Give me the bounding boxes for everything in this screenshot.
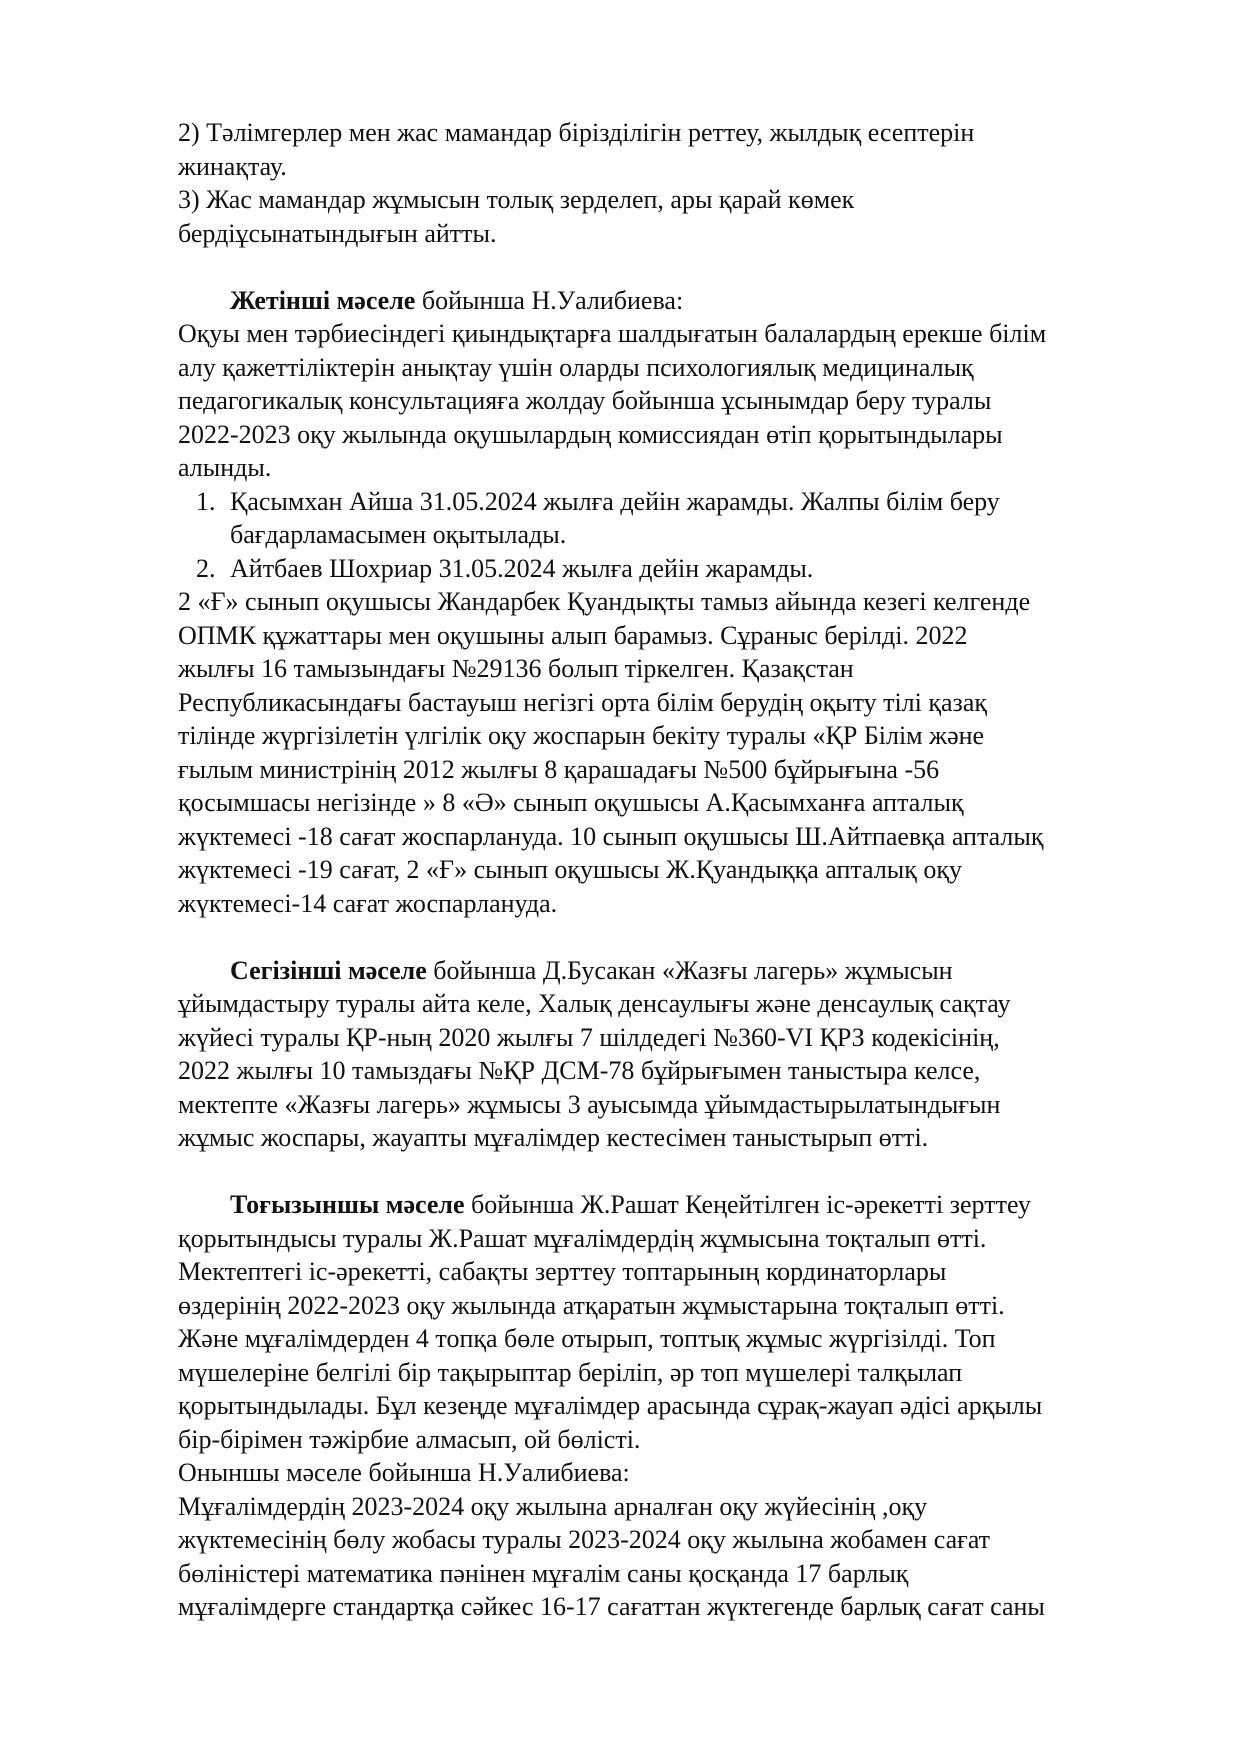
section-7-heading-bold: Жетінші мәселе	[230, 285, 416, 315]
paragraph-line: ұйымдастыру туралы айта келе, Халық денсаулығы және денсаулық сақтау	[178, 989, 1011, 1018]
paragraph-line: жылғы 16 тамызындағы №29136 болып тіркелген. Қазақстан	[178, 654, 854, 683]
paragraph-line: алу қажеттіліктерін анықтау үшін оларды психологиялық медициналық	[178, 352, 974, 382]
section-9-heading	[178, 1188, 1178, 1222]
list-item-number: 2.	[196, 553, 216, 583]
section-8-heading-bold: Сегізінші мәселе	[230, 955, 427, 985]
list-item-number: 1.	[196, 486, 216, 516]
section-8-heading	[178, 954, 1178, 988]
section-9-heading-rest: бойынша Ж.Рашат Кеңейтілген іс-әрекетті зерттеу	[464, 1190, 1031, 1219]
section-8-heading-rest: бойынша Д.Бусакан «Жазғы лагерь» жұмысын	[426, 955, 953, 985]
paragraph-line: ОПМК құжаттары мен оқушыны алып барамыз. Сұраныс берілді. 2022	[178, 620, 968, 650]
list-item	[178, 552, 1178, 586]
paragraph-line: қорытындысы туралы Ж.Рашат мұғалімдердің жұмысына тоқталып өтті.	[178, 1223, 987, 1253]
paragraph-line: 2 «Ғ» сынып оқушысы Жандарбек Қуандықты тамыз айында кезегі келгенде	[178, 587, 1031, 616]
paragraph-line: 2022 жылғы 10 тамыздағы №ҚР ДСМ-78 бұйрығымен таныстыра келсе,	[178, 1056, 981, 1085]
paragraph-line: 3) Жас мамандар жұмысын толық зерделеп, ары қарай көмек	[178, 185, 855, 214]
paragraph-line: мұғалімдерге стандартқа сәйкес 16-17 сағаттан жүктегенде барлық сағат саны	[178, 1592, 1045, 1621]
section-9-heading-bold: Тоғызыншы мәселе	[230, 1190, 465, 1219]
paragraph-line: бердіұсынатындығын айтты.	[178, 218, 497, 248]
paragraph-line: бөліністері математика пәнінен мұғалім саны қосқанда 17 барлық	[178, 1558, 909, 1588]
paragraph-gap	[178, 920, 1178, 954]
paragraph-line: жұмыс жоспары, жауапты мұғалімдер кестесімен таныстырып өтті.	[178, 1123, 929, 1152]
paragraph-line: өздерінің 2022-2023 оқу жылында атқаратын жұмыстарына тоқталып өтті.	[178, 1290, 1005, 1320]
paragraph-line: Мектептегі іс-әрекетті, сабақты зерттеу топтарының кординаторлары	[178, 1257, 947, 1286]
paragraph-line: Республикасындағы бастауыш негізгі орта білім берудің оқыту тілі қазақ	[178, 687, 987, 717]
paragraph-line: алынды.	[178, 453, 272, 482]
paragraph-line: жүктемесінің бөлу жобасы туралы 2023-2024 оқу жылына жобамен сағат	[178, 1525, 991, 1554]
section-10-heading: Оныншы мәселе бойынша Н.Уалибиева:	[178, 1458, 630, 1487]
list-item-text: Қасымхан Айша 31.05.2024 жылға дейін жарамды. Жалпы білім беру	[230, 486, 1000, 516]
paragraph-line: жүктемесі -19 сағат, 2 «Ғ» сынып оқушысы Ж.Қуандыққа апталық оқу	[178, 855, 963, 884]
paragraph-line: жүйесі туралы ҚР-ның 2020 жылғы 7 шілдедегі №360-VI ҚРЗ кодекісінің,	[178, 1022, 1000, 1052]
paragraph-line: Мұғалімдердің 2023-2024 оқу жылына арналған оқу жүйесінің ,оқу	[178, 1491, 928, 1521]
paragraph-gap	[178, 250, 1178, 284]
paragraph-line: педагогикалық консультацияға жолдау бойынша ұсынымдар беру туралы	[178, 386, 992, 415]
paragraph-line: жинақтау.	[178, 151, 287, 181]
paragraph-line: қорытындылады. Бұл кезеңде мұғалімдер арасында сұрақ-жауап әдісі арқылы	[178, 1391, 1043, 1420]
paragraph-line: мектепте «Жазғы лагерь» жұмысы 3 ауысымда ұйымдастырылатындығын	[178, 1089, 1001, 1119]
list-item-text: бағдарламасымен оқытылады.	[230, 520, 567, 549]
paragraph-line: 2) Тәлімгерлер мен жас мамандар бірізділігін реттеу, жылдық есептерін	[178, 118, 975, 147]
paragraph-gap	[178, 1155, 1178, 1189]
paragraph-line: қосымшасы негізінде » 8 «Ә» сынып оқушысы А.Қасымханға апталық	[178, 788, 964, 817]
paragraph-line: бір-бірімен тәжірбие алмасып, ой бөлісті.	[178, 1424, 641, 1454]
paragraph-line: тілінде жүргізілетін үлгілік оқу жоспарын бекіту туралы «ҚР Білім және	[178, 721, 985, 750]
document-body	[178, 116, 1178, 1624]
paragraph-line: Оқуы мен тәрбиесіндегі қиындықтарға шалдығатын балалардың ерекше білім	[178, 319, 1047, 348]
list-item-text: Айтбаев Шохриар 31.05.2024 жылға дейін жарамды.	[230, 553, 814, 583]
list-item	[178, 485, 1178, 519]
section-7-heading	[178, 284, 1178, 318]
paragraph-line: ғылым министрінің 2012 жылғы 8 қарашадағы №500 бұйрығына -56	[178, 754, 940, 784]
paragraph-line: жүктемесі-14 сағат жоспарлануда.	[178, 888, 558, 918]
paragraph-line: 2022-2023 оқу жылында оқушылардың комиссиядан өтіп қорытындылары	[178, 419, 1003, 449]
paragraph-line: Және мұғалімдерден 4 топқа бөле отырып, топтық жұмыс жүргізілді. Топ	[178, 1324, 996, 1353]
paragraph-line: мүшелеріне белгілі бір тақырыптар беріліп, әр топ мүшелері талқылап	[178, 1357, 963, 1387]
paragraph-line: жүктемесі -18 сағат жоспарлануда. 10 сынып оқушысы Ш.Айтпаевқа апталық	[178, 821, 1044, 851]
section-7-heading-rest: бойынша Н.Уалибиева:	[415, 285, 684, 315]
